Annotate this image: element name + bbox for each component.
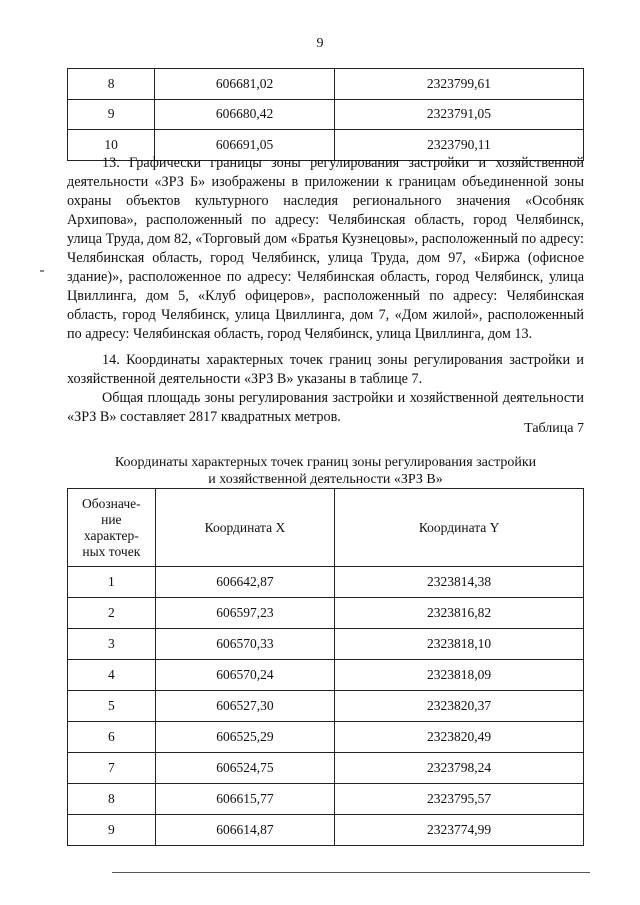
point-number-cell: 4 [68,660,156,691]
coordinate-y-cell: 2323814,38 [335,567,584,598]
coordinate-x-cell: 606615,77 [155,784,335,815]
table-row [68,567,584,598]
coordinate-x-cell: 606570,24 [155,660,335,691]
table-title-line-1: Координаты характерных точек границ зоны регулирования застройки [114,455,537,470]
coordinate-x-cell: 606527,30 [155,691,335,722]
point-number-cell: 1 [68,567,156,598]
point-number-cell: 6 [68,722,156,753]
table-row [68,691,584,722]
table-row [68,722,584,753]
coordinate-x-cell: 606681,02 [155,69,335,100]
coordinates-table-continued [67,68,584,161]
coordinate-y-cell: 2323791,05 [334,99,583,130]
point-number-cell: 9 [68,99,155,130]
coordinate-x-cell: 606691,05 [155,130,335,161]
table-row [68,660,584,691]
point-number-cell: 5 [68,691,156,722]
coordinate-x-cell: 606570,33 [155,629,335,660]
table-row [68,629,584,660]
table-header-row [68,489,584,567]
point-number-cell: 3 [68,629,156,660]
point-number-cell: 10 [68,130,155,161]
table-row [68,99,584,130]
coordinate-y-cell: 2323790,11 [334,130,583,161]
table-row [68,753,584,784]
table-title [67,454,584,488]
coordinate-x-cell: 606524,75 [155,753,335,784]
table-row [68,69,584,100]
header-coordinate-y: Координата Y [335,489,584,567]
coordinate-y-cell: 2323798,24 [335,753,584,784]
paragraph-14: 14. Координаты характерных точек границ зоны регулирования застройки и хозяйственной деятельности «ЗРЗ В» указаны в таблице 7. [67,352,584,387]
table-row [68,598,584,629]
coordinate-y-cell: 2323818,09 [335,660,584,691]
coordinate-y-cell: 2323795,57 [335,784,584,815]
coordinate-y-cell: 2323820,49 [335,722,584,753]
footer-rule [112,872,590,873]
coordinates-table-7 [67,488,584,846]
header-coordinate-x: Координата X [155,489,335,567]
coordinate-x-cell: 606614,87 [155,815,335,846]
table-row [68,784,584,815]
coordinate-x-cell: 606525,29 [155,722,335,753]
coordinate-x-cell: 606680,42 [155,99,335,130]
table-row [68,815,584,846]
point-number-cell: 9 [68,815,156,846]
point-number-cell: 2 [68,598,156,629]
coordinate-y-cell: 2323816,82 [335,598,584,629]
point-number-cell: 8 [68,69,155,100]
coordinate-y-cell: 2323820,37 [335,691,584,722]
point-number-cell: 7 [68,753,156,784]
coordinate-y-cell: 2323799,61 [334,69,583,100]
coordinate-y-cell: 2323818,10 [335,629,584,660]
paragraph-area: Общая площадь зоны регулирования застройки и хозяйственной деятельности «ЗРЗ В» составляет 2817 квадратных метров. [67,390,584,425]
paragraph-13: 13. Графически границы зоны регулирования застройки и хозяйственной деятельности «ЗРЗ Б» изображены в приложении к границам объединенной зоны охраны объектов культурного наследия регионального значения «Особняк Архипова», расположенный по адресу: Челябинская область, город Челябинск, улица Труда, дом 82, «Торговый дом «Братья Кузнецовы», расположенный по адресу: Челябинская область, город Челябинск, улица Труда, дом 97, «Биржа (офисное здание)», расположенное по адресу: Челябинская область, город Челябинск, улица Цвиллинга, дом 5, «Клуб офицеров», расположенный по адресу: Челябинская область, город Челябинск, улица Цвиллинга, дом 7, «Дом жилой», расположенный по адресу: Челябинская область, город Челябинск, улица Цвиллинга, дом 13. [67,155,584,342]
coordinate-x-cell: 606642,87 [155,567,335,598]
table-title-line-2: и хозяйственной деятельности «ЗРЗ В» [208,472,443,487]
margin-mark [40,270,44,272]
coordinate-x-cell: 606597,23 [155,598,335,629]
page-number: 9 [316,36,324,51]
coordinate-y-cell: 2323774,99 [335,815,584,846]
point-number-cell: 8 [68,784,156,815]
header-point-label: Обозначе- ние характер- ных точек [68,489,156,567]
table-caption: Таблица 7 [524,421,584,436]
